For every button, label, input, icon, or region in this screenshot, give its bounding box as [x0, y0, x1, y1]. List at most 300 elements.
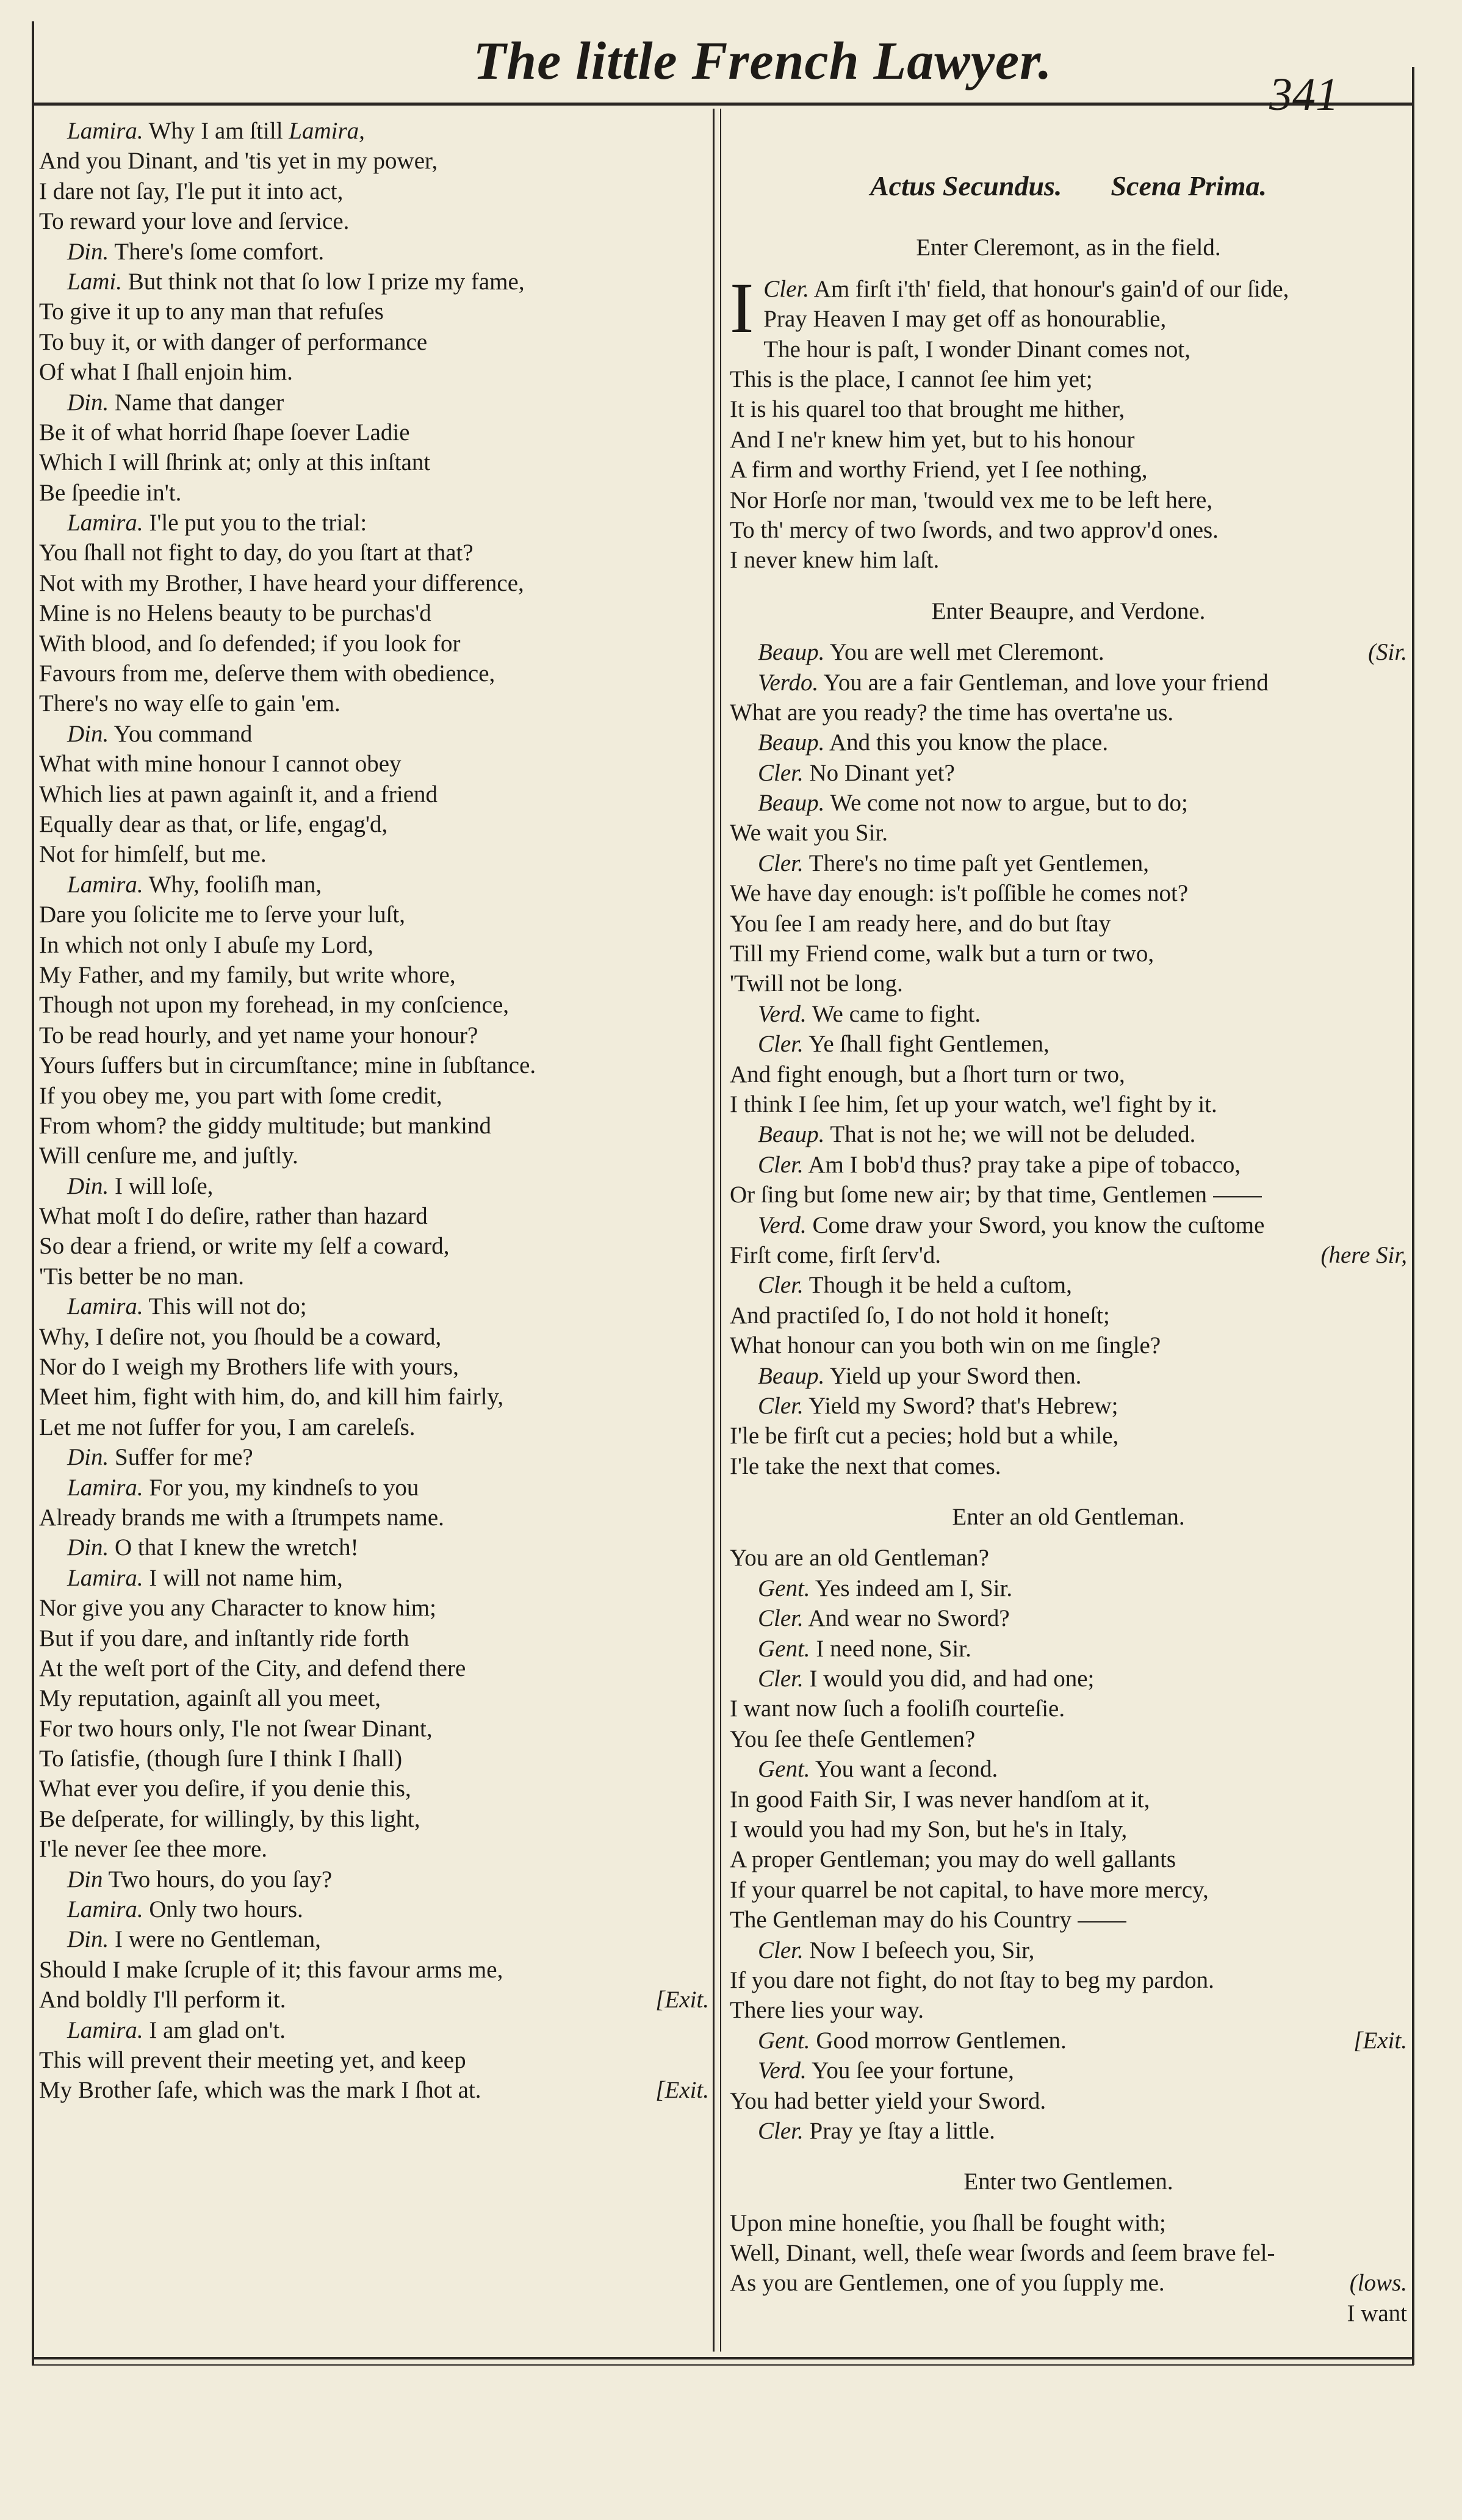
line-text: Yield up your Sword then. [824, 1362, 1082, 1389]
verse-line [39, 1683, 709, 1713]
line-text: Firſt come, firſt ſerv'd. [730, 1241, 942, 1268]
line-text: A firm and worthy Friend, yet I ſee nothing, [730, 457, 1148, 483]
speaker: Gent. [758, 1635, 810, 1662]
verse-line [39, 930, 709, 960]
verse-line [39, 1714, 709, 1744]
verse-line [730, 1844, 1407, 1874]
line-text: You are an old Gentleman? [730, 1545, 989, 1572]
verse-line [39, 388, 709, 417]
line-text: Well, Dinant, well, theſe wear ſwords and ſeem brave fel- [730, 2240, 1275, 2267]
verse-line [39, 659, 709, 688]
line-text: And fight enough, but a ſhort turn or two, [730, 1061, 1125, 1088]
verse-line [730, 1905, 1407, 1935]
verse-line [730, 878, 1407, 908]
line-text: If you obey me, you part with ſome credit, [39, 1082, 442, 1109]
verse-line [730, 2056, 1407, 2085]
speaker: Din. [67, 1534, 109, 1561]
verse-line [730, 1543, 1407, 1573]
verse-line [39, 267, 709, 297]
verse-line [39, 2075, 709, 2105]
dash-rule [1078, 1921, 1126, 1922]
verse-line [39, 1262, 709, 1291]
verse-line [730, 394, 1407, 424]
line-text: Till my Friend come, walk but a turn or two, [730, 940, 1154, 967]
line-text: But if you dare, and inſtantly ride forth [39, 1625, 409, 1652]
line-text: Though it be held a cuſtom, [803, 1272, 1072, 1299]
speaker: Cler. [758, 1031, 804, 1058]
verse-line: Am firſt i'th' field, that honour's gain'd of our ſide, [809, 275, 1289, 302]
verse-line [39, 809, 709, 839]
line-text: To give it up to any man that refuſes [39, 298, 384, 325]
right-stage-note: (lows. [1349, 2270, 1407, 2297]
verse-line [730, 1060, 1407, 1089]
catchword: I want [1347, 2300, 1407, 2327]
line-text: Of what I ſhall enjoin him. [39, 359, 293, 386]
speaker: Verd. [758, 2057, 807, 2084]
line-text: Why, I deſire not, you ſhould be a coward, [39, 1323, 442, 1350]
verse-line [39, 1111, 709, 1141]
verse-line [730, 1119, 1407, 1149]
verse-line [730, 1573, 1407, 1603]
verse-line [730, 485, 1407, 515]
verse-line [39, 1593, 709, 1623]
speaker: Beaup. [758, 1362, 825, 1389]
italic-name: Lamira, [289, 118, 365, 144]
verse-line [730, 364, 1407, 394]
verse-line [39, 749, 709, 779]
speaker: Din. [67, 1172, 109, 1199]
line-text: Let me not ſuffer for you, I am careleſs. [39, 1413, 416, 1440]
speaker: Din. [67, 389, 109, 416]
stage-direction: Enter two Gentlemen. [963, 2168, 1173, 2195]
line-text: For you, my kindneſs to you [143, 1474, 419, 1501]
dash-rule [1213, 1196, 1262, 1197]
line-text: Am I bob'd thus? pray take a pipe of tobacco, [803, 1151, 1241, 1178]
verse-line [39, 297, 709, 327]
verse-line [730, 1664, 1407, 1694]
dialogue-block [730, 637, 1407, 1481]
line-text: Which I will ſhrink at; only at this inſtant [39, 449, 431, 476]
line-text: Though not upon my forehead, in my conſcience, [39, 992, 510, 1019]
line-text: You ſee theſe Gentlemen? [730, 1725, 976, 1752]
line-text: I were no Gentleman, [109, 1926, 321, 1953]
verse-line [39, 538, 709, 568]
verse-line [39, 1774, 709, 1803]
line-text: You ſee your fortune, [806, 2057, 1014, 2084]
verse-line [39, 478, 709, 508]
line-text: And practiſed ſo, I do not hold it honeſt; [730, 1302, 1110, 1329]
right-stage-note: [Exit. [1353, 2027, 1407, 2054]
verse-line [39, 1503, 709, 1533]
line-text: I'le never ſee thee more. [39, 1836, 268, 1863]
line-text: Already brands me with a ſtrumpets name. [39, 1504, 444, 1531]
speaker: Verd. [758, 1211, 807, 1238]
verse-line [39, 1141, 709, 1171]
line-text: Meet him, fight with him, do, and kill him fairly, [39, 1384, 504, 1410]
verse-line [730, 1089, 1407, 1119]
line-text: That is not he; we will not be deluded. [824, 1121, 1196, 1148]
line-text: Only two hours. [143, 1896, 303, 1923]
speaker: Gent. [758, 1756, 810, 1783]
verse-line [39, 598, 709, 628]
verse-line [730, 727, 1407, 757]
speaker: Cler. [758, 1272, 804, 1299]
verse-line [730, 1421, 1407, 1451]
verse-line [730, 668, 1407, 698]
verse-line [730, 1724, 1407, 1754]
verse-line [39, 1352, 709, 1382]
verse-line [730, 2086, 1407, 2116]
verse-line [39, 1894, 709, 1924]
verse-line [39, 2015, 709, 2045]
verse-line [39, 1804, 709, 1834]
footer-rule [32, 2357, 1414, 2359]
verse-line [39, 1955, 709, 1985]
verse-line [39, 508, 709, 538]
left-border-rule [32, 21, 34, 2365]
stage-direction: Enter an old Gentleman. [952, 1504, 1185, 1531]
line-text: And this you know the place. [824, 729, 1109, 756]
speaker: Lamira. [67, 871, 143, 898]
right-stage-note: [Exit. [655, 1987, 709, 2013]
verse-line [39, 1020, 709, 1050]
verse-line [730, 1754, 1407, 1784]
right-stage-note: (here Sir, [1320, 1241, 1407, 1268]
verse-line [730, 1814, 1407, 1844]
line-text: Nor Horſe nor man, 'twould vex me to be left here, [730, 486, 1213, 513]
line-text: Suffer for me? [109, 1444, 253, 1471]
line-text: There's no time paſt yet Gentlemen, [803, 850, 1149, 876]
line-text: There's no way elſe to gain 'em. [39, 690, 340, 717]
verse-line [730, 515, 1407, 545]
speaker: Lamira. [67, 2016, 143, 2043]
line-text: I'le put you to the trial: [143, 510, 367, 536]
verse-line [39, 568, 709, 598]
verse-line [730, 455, 1407, 485]
column-divider-thin [720, 109, 721, 2352]
verse-line [730, 1330, 1407, 1360]
verse-line [730, 788, 1407, 818]
line-text: Dare you ſolicite me to ſerve your luſt, [39, 901, 405, 928]
verse-line [730, 909, 1407, 939]
line-text: Or ſing but ſome new air; by that time, Gentlemen [730, 1182, 1207, 1208]
line-text: You ſhall not fight to day, do you ſtart at that? [39, 540, 474, 566]
line-text: 'Twill not be long. [730, 970, 903, 997]
verse-line [730, 2238, 1407, 2268]
line-text: You want a ſecond. [810, 1756, 998, 1783]
speaker: Gent. [758, 1575, 810, 1601]
line-text: Why, fooliſh man, [143, 871, 322, 898]
line-text: From whom? the giddy multitude; but mankind [39, 1112, 491, 1139]
speaker: Verdo. [758, 669, 819, 696]
line-text: In good Faith Sir, I was never handſom at it, [730, 1786, 1150, 1813]
verse-line [730, 1694, 1407, 1724]
verse-line [39, 357, 709, 387]
speaker: Cler. [758, 1151, 804, 1178]
verse-line [730, 545, 1407, 575]
verse-line [730, 848, 1407, 878]
drop-cap: I [730, 267, 754, 348]
speaker: Cler. [758, 1666, 804, 1692]
verse-line [39, 1322, 709, 1352]
line-text: Ye ſhall fight Gentlemen, [803, 1031, 1050, 1058]
verse-line [730, 1029, 1407, 1059]
line-text: Why I am ſtill [143, 118, 289, 144]
verse-line [730, 1150, 1407, 1180]
page-number: 341 [1269, 69, 1339, 120]
line-text: Nor give you any Character to know him; [39, 1595, 436, 1622]
verse-line [39, 870, 709, 900]
line-text: Mine is no Helens beauty to be purchas'd [39, 600, 431, 627]
verse-line [39, 2045, 709, 2075]
line-text: To be read hourly, and yet name your honour? [39, 1022, 478, 1049]
verse-line [730, 698, 1407, 727]
speaker: Verd. [758, 1000, 807, 1027]
verse-line [730, 1391, 1407, 1421]
line-text: If your quarrel be not capital, to have more mercy, [730, 1876, 1209, 1903]
verse-line [39, 1623, 709, 1653]
verse-line [39, 990, 709, 1020]
verse-line [39, 1533, 709, 1562]
verse-line [39, 839, 709, 869]
verse-line [730, 1785, 1407, 1814]
verse-line [39, 900, 709, 930]
verse-line [39, 960, 709, 990]
footer-rule-thin [32, 2364, 1414, 2366]
verse-line [39, 1924, 709, 1954]
verse-line [730, 637, 1407, 667]
verse-line [730, 999, 1407, 1029]
line-text: So dear a friend, or write my ſelf a coward, [39, 1233, 450, 1260]
verse-line [39, 1563, 709, 1593]
line-text: O that I knew the wretch! [109, 1534, 359, 1561]
line-text: The hour is paſt, I wonder Dinant comes not, [763, 336, 1190, 363]
line-text: What honour can you both win on me ſingle? [730, 1332, 1161, 1359]
line-text: I would you had my Son, but he's in Italy, [730, 1816, 1128, 1843]
right-border-rule [1412, 67, 1414, 2365]
speaker: Lamira. [67, 1474, 143, 1501]
line-text: We came to fight. [806, 1000, 981, 1027]
verse-line [730, 939, 1407, 969]
verse-line [39, 116, 709, 146]
verse-line [730, 969, 1407, 998]
line-text: I'le be firſt cut a pecies; hold but a while, [730, 1423, 1119, 1450]
line-text: Be it of what horrid ſhape ſoever Ladie [39, 419, 410, 446]
line-text: And I ne'r knew him yet, but to his honour [730, 426, 1135, 453]
line-text: Come draw your Sword, you know the cuſtome [806, 1211, 1265, 1238]
opening-speech [730, 267, 1407, 348]
line-text: Upon mine honeſtie, you ſhall be fought with; [730, 2209, 1166, 2236]
verse-line [39, 1171, 709, 1201]
verse-line [730, 1935, 1407, 1965]
dialogue-block [730, 2208, 1407, 2298]
line-text: But think not that ſo low I prize my fame, [121, 268, 525, 295]
verse-line [730, 1995, 1407, 2025]
line-text: Good morrow Gentlemen. [810, 2027, 1067, 2054]
line-text: 'Tis better be no man. [39, 1263, 244, 1290]
line-text: I'le take the next that comes. [730, 1453, 1001, 1479]
verse-line [39, 1653, 709, 1683]
line-text: My Father, and my family, but write whore, [39, 961, 456, 988]
speaker: Cler. [758, 2117, 804, 2144]
line-text: We come not now to argue, but to do; [824, 790, 1188, 817]
line-text: If you dare not fight, do not ſtay to beg my pardon. [730, 1966, 1214, 1993]
verse-line [39, 1201, 709, 1231]
line-text: I will loſe, [109, 1172, 214, 1199]
speaker: Cler. [763, 275, 810, 302]
line-text: The Gentleman may do his Country [730, 1907, 1071, 1933]
verse-line [39, 1291, 709, 1321]
line-text: In which not only I abuſe my Lord, [39, 931, 374, 958]
verse-line [39, 1081, 709, 1111]
right-stage-note: (Sir. [1368, 639, 1407, 666]
line-text: Yes indeed am I, Sir. [810, 1575, 1013, 1601]
line-text: Be ſpeedie in't. [39, 479, 182, 506]
line-text: To ſatisfie, (though ſure I think I ſhall) [39, 1746, 403, 1772]
verse-line [730, 1875, 1407, 1905]
verse-line [39, 447, 709, 477]
speaker: Cler. [758, 759, 804, 786]
speaker: Din. [67, 1444, 109, 1471]
scene-title: Scena Prima. [1111, 170, 1267, 201]
verse-line: Pray Heaven I may get off as honourablie, [763, 306, 1167, 333]
verse-line [39, 146, 709, 176]
speaker: Din. [67, 1926, 109, 1953]
speaker: Beaup. [758, 729, 825, 756]
line-text: This will not do; [143, 1293, 307, 1320]
right-column [730, 171, 1407, 2328]
line-text: You command [109, 720, 253, 747]
line-text: Yield my Sword? that's Hebrew; [803, 1392, 1118, 1419]
column-divider [713, 109, 715, 2352]
line-text: Which lies at pawn againſt it, and a friend [39, 781, 438, 807]
line-text: I dare not ſay, I'le put it into act, [39, 178, 344, 204]
verse-line [39, 176, 709, 206]
verse-line [39, 327, 709, 357]
line-text: There lies your way. [730, 1997, 924, 2024]
verse-line [730, 1634, 1407, 1664]
header-rule [32, 103, 1414, 106]
line-text: You had better yield your Sword. [730, 2087, 1046, 2114]
verse-line [730, 1361, 1407, 1391]
line-text: This is the place, I cannot ſee him yet; [730, 366, 1093, 392]
line-text: We have day enough: is't poſſible he comes not? [730, 880, 1189, 907]
verse-line [39, 417, 709, 447]
verse-line [39, 1231, 709, 1261]
verse-line [730, 425, 1407, 455]
verse-line [730, 1301, 1407, 1330]
speaker: Gent. [758, 2027, 810, 2054]
line-text: I would you did, and had one; [803, 1666, 1095, 1692]
line-text: What with mine honour I cannot obey [39, 751, 402, 778]
line-text: My reputation, againſt all you meet, [39, 1685, 381, 1712]
dialogue-block [730, 1543, 1407, 2146]
verse-line [730, 1965, 1407, 1995]
verse-line [730, 818, 1407, 848]
line-text: To buy it, or with danger of performance [39, 328, 428, 355]
verse-line [730, 1603, 1407, 1633]
speaker: Cler. [758, 1605, 804, 1632]
line-text: Pray ye ſtay a little. [803, 2117, 995, 2144]
stage-direction: Enter Cleremont, as in the field. [916, 234, 1221, 261]
stage-direction: Enter Beaupre, and Verdone. [931, 598, 1206, 624]
verse-line [730, 2208, 1407, 2238]
verse-line [730, 2268, 1407, 2298]
act-scene-heading [730, 171, 1407, 201]
line-text: I am glad on't. [143, 2016, 286, 2043]
line-text: Two hours, do you ſay? [103, 1866, 333, 1893]
line-text: This will prevent their meeting yet, and keep [39, 2047, 466, 2073]
verse-line [39, 1412, 709, 1442]
line-text: To th' mercy of two ſwords, and two approv'd ones. [730, 516, 1219, 543]
speaker: Lamira. [67, 1293, 143, 1320]
verse-line [730, 1210, 1407, 1240]
right-stage-note: [Exit. [655, 2077, 709, 2104]
verse-line [39, 688, 709, 718]
line-text: What ever you deſire, if you denie this, [39, 1775, 411, 1802]
line-text: And you Dinant, and 'tis yet in my power, [39, 148, 438, 175]
speaker: Cler. [758, 1937, 804, 1963]
verse-line [39, 206, 709, 236]
speaker: Din [67, 1866, 103, 1893]
line-text: Yours ſuffers but in circumſtance; mine in ſubſtance. [39, 1052, 536, 1079]
verse-line [730, 2026, 1407, 2056]
speaker: Din. [67, 720, 109, 747]
line-text: And boldly I'll perform it. [39, 1987, 286, 2013]
verse-line [39, 1382, 709, 1412]
verse-line [39, 779, 709, 809]
verse-line [730, 1451, 1407, 1481]
speaker: Beaup. [758, 790, 825, 817]
left-column [39, 116, 709, 2106]
speaker: Lamira. [67, 1896, 143, 1923]
verse-line [39, 629, 709, 659]
verse-line [730, 1180, 1407, 1210]
verse-line [39, 1744, 709, 1774]
line-text: A proper Gentleman; you may do well gallants [730, 1846, 1176, 1873]
speaker: Beaup. [758, 639, 825, 666]
line-text: You are a fair Gentleman, and love your friend [818, 669, 1269, 696]
line-text: As you are Gentlemen, one of you ſupply me. [730, 2270, 1165, 2297]
line-text: Not with my Brother, I have heard your difference, [39, 569, 524, 596]
verse-line [39, 1865, 709, 1894]
line-text: Nor do I weigh my Brothers life with yours, [39, 1354, 459, 1381]
verse-line [730, 1240, 1407, 1270]
line-text: Be deſperate, for willingly, by this light, [39, 1805, 420, 1832]
line-text: I never knew him laſt. [730, 547, 940, 574]
verse-line [39, 237, 709, 267]
verse-line [730, 1270, 1407, 1300]
line-text: My Brother ſafe, which was the mark I ſhot at. [39, 2077, 481, 2104]
line-text: At the weſt port of the City, and defend there [39, 1655, 466, 1681]
line-text: No Dinant yet? [803, 759, 955, 786]
speaker: Din. [67, 238, 109, 265]
verse-line [39, 719, 709, 749]
line-text: We wait you Sir. [730, 820, 888, 847]
verse-line [39, 1050, 709, 1080]
speaker: Lami. [67, 268, 122, 295]
verse-line [39, 1985, 709, 2015]
act-title: Actus Secundus. [870, 170, 1062, 201]
verse-line [730, 758, 1407, 788]
line-text: Not for himſelf, but me. [39, 841, 267, 868]
line-text: Equally dear as that, or life, engag'd, [39, 811, 388, 837]
speaker: Lamira. [67, 118, 143, 144]
line-text: Now I beſeech you, Sir, [803, 1937, 1035, 1963]
line-text: Name that danger [109, 389, 284, 416]
line-text: I will not name him, [143, 1564, 343, 1591]
line-text: What are you ready? the time has overta'ne us. [730, 699, 1174, 726]
